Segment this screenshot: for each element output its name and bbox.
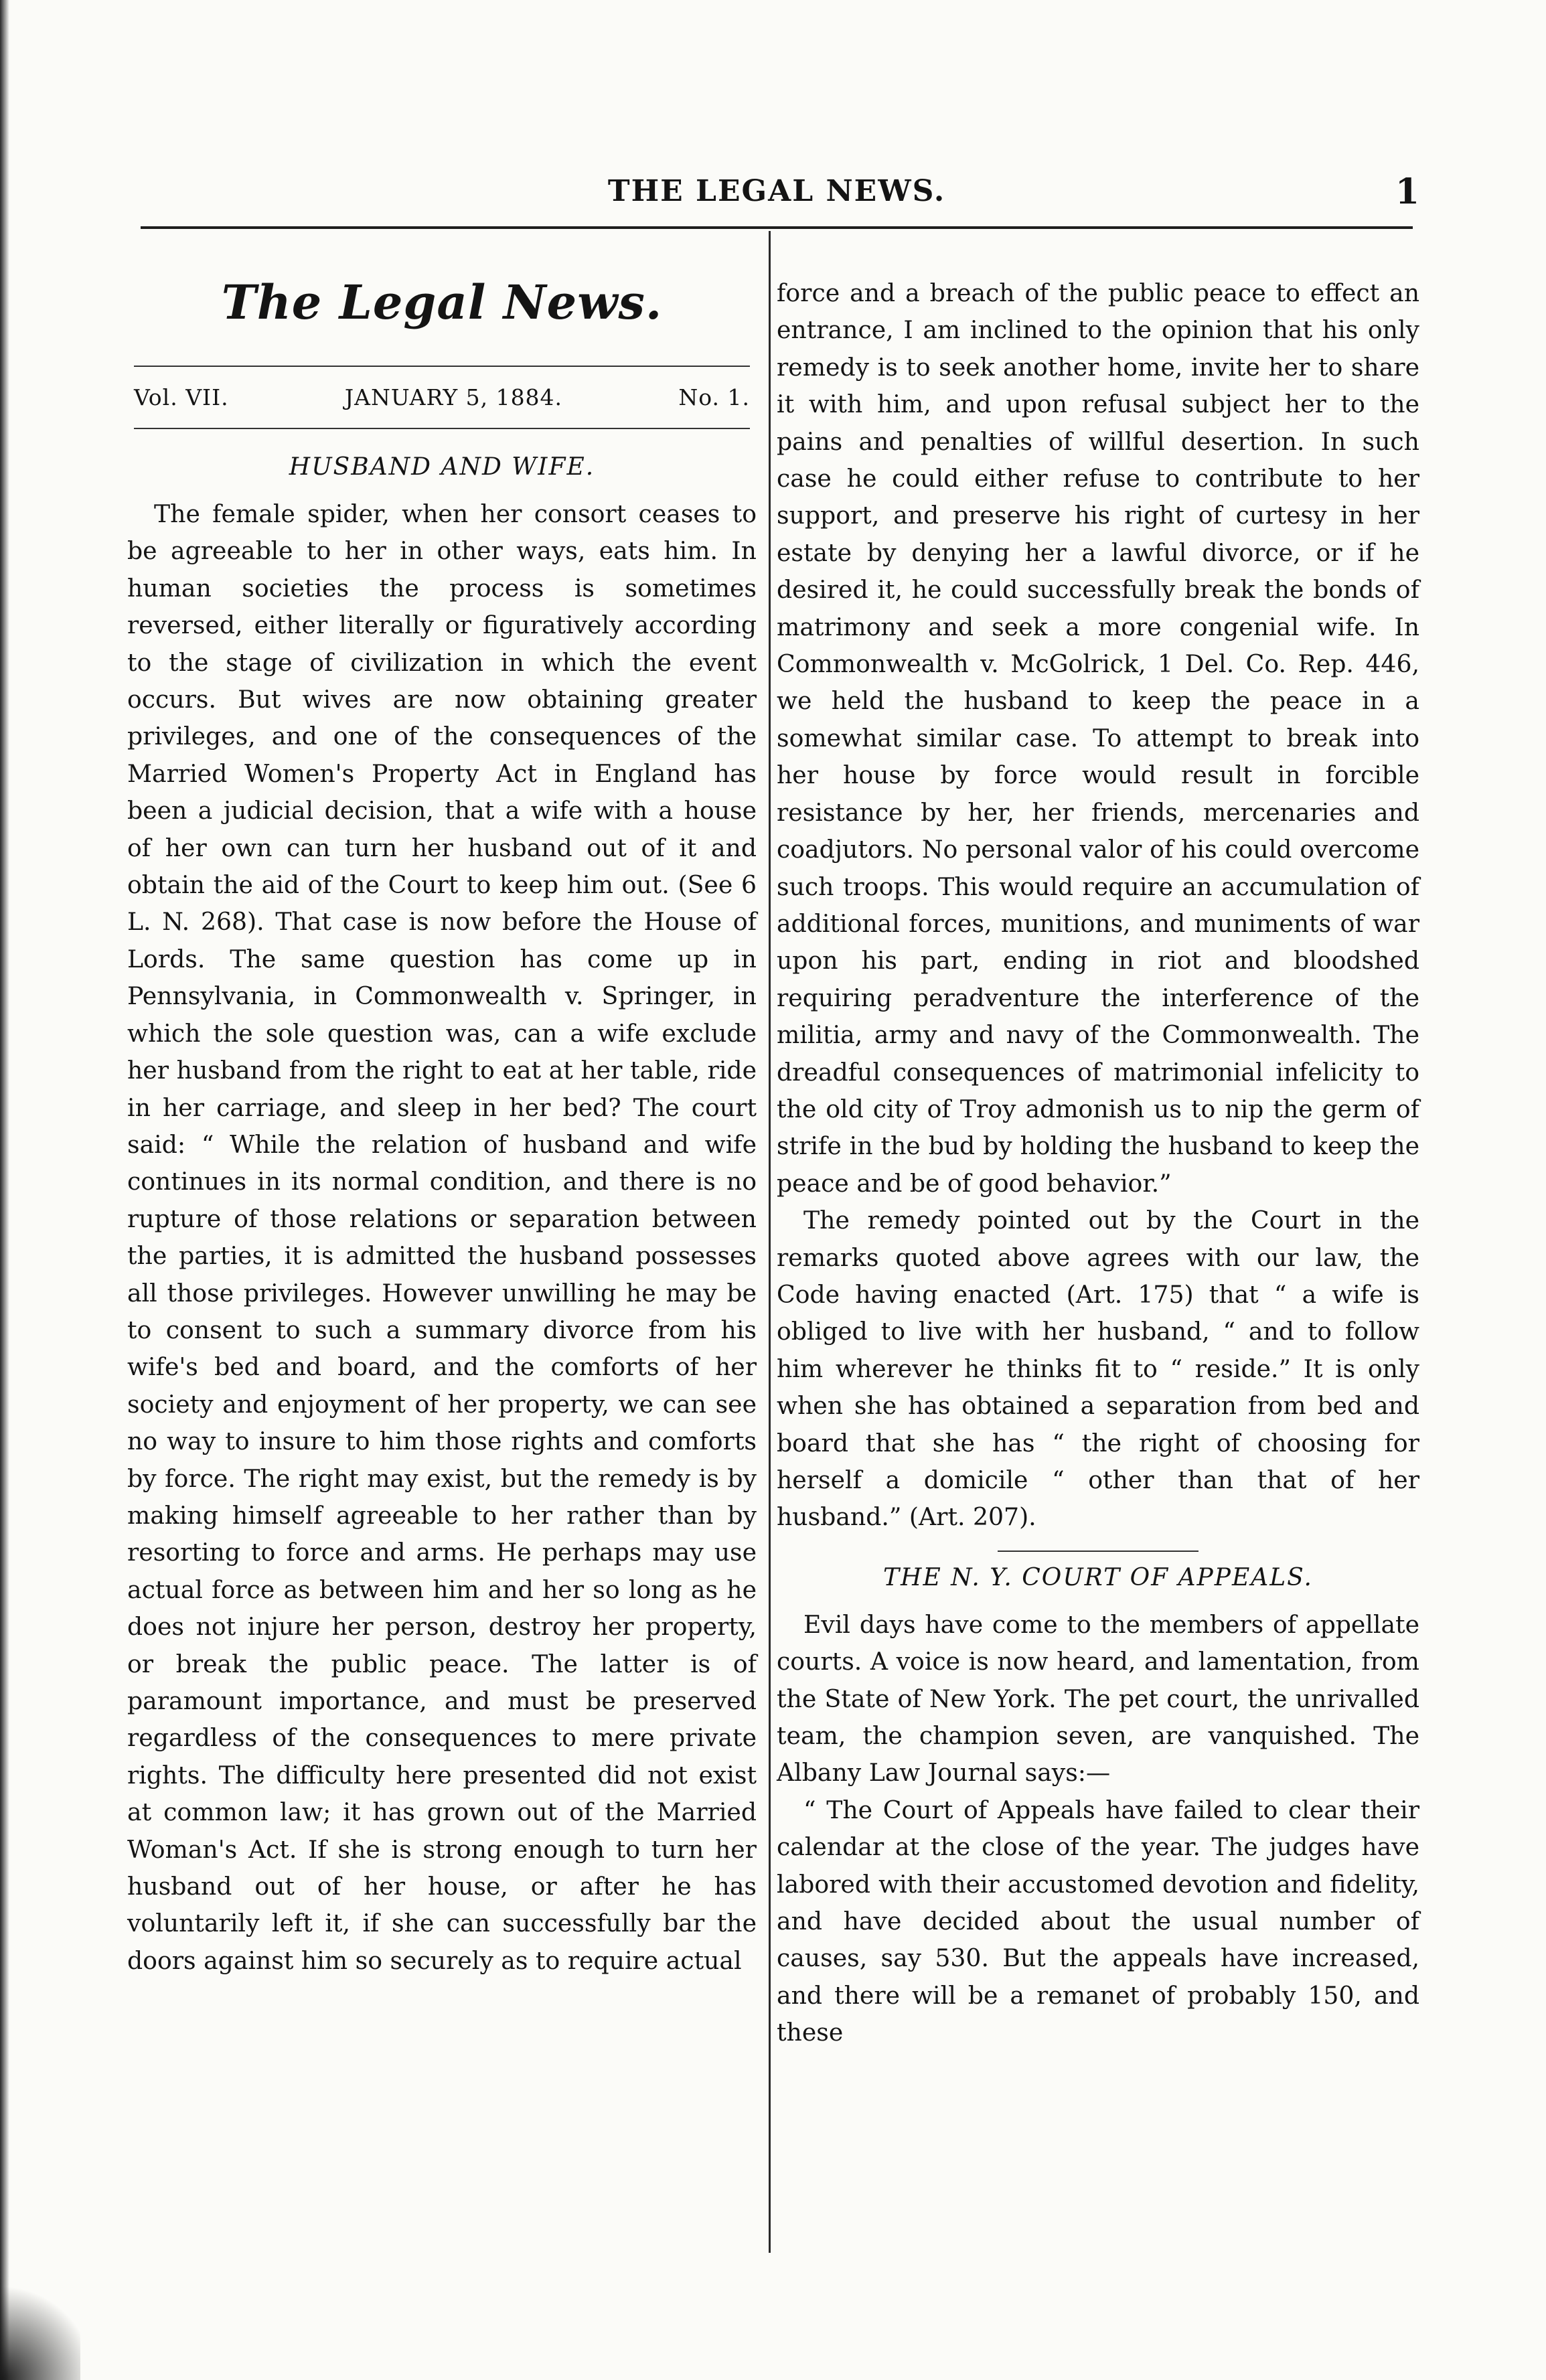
article-heading-court-of-appeals: THE N. Y. COURT OF APPEALS. bbox=[883, 1563, 1313, 1591]
volume-label: Vol. VII. bbox=[134, 384, 229, 410]
article-paragraph: “ The Court of Appeals have failed to clear their calendar at the close of the year. The judges have labored with their accustomed devotion and fidelity, and have decided about the usual number of causes, say 530. But the appeals have increased, and there will be a remanet of probably 150, and these bbox=[777, 1795, 1419, 2047]
issue-number: No. 1. bbox=[678, 384, 750, 410]
right-column bbox=[777, 274, 1419, 2051]
masthead-title: The Legal News. bbox=[221, 274, 663, 330]
scan-edge-shadow bbox=[0, 0, 9, 2380]
running-title: THE LEGAL NEWS. bbox=[607, 174, 946, 208]
article-paragraph: The remedy pointed out by the Court in the remarks quoted above agrees with our law, the Code having enacted (Art. 175) that “ a wife is obliged to live with her husband, “ and to follow him wherever he thinks fit to “ reside.” It is only when she has obtained a separation from bed and board that she has “ the right of choosing for herself a domicile “ other than that of her husband.” (Art. 207). bbox=[777, 1206, 1419, 1532]
left-column bbox=[127, 254, 757, 1979]
page-number: 1 bbox=[1395, 171, 1419, 212]
scan-corner-shadow bbox=[0, 2273, 80, 2380]
header-rule bbox=[141, 226, 1413, 229]
article-paragraph: force and a breach of the public peace to effect an entrance, I am inclined to the opinion that his only remedy is to seek another home, invite her to share it with him, and upon refusal subject her to the pains and penalties of willful desertion. In such case he could either refuse to contribute to her support, and preserve his right of curtesy in her estate by denying her a lawful divorce, or if he desired it, he could successfully break the bonds of matrimony and seek a more congenial wife. In Commonwealth v. McGolrick, 1 Del. Co. Rep. 446, we held the husband to keep the peace in a somewhat similar case. To attempt to break into her house by force would result in forcible resistance by her, her friends, mercenaries and coadjutors. No personal valor of his could overcome such troops. This would require an accumulation of additional forces, munitions, and muniments of war upon his part, ending in riot and bloodshed requiring peradventure the interference of the militia, army and navy of the Commonwealth. The dreadful consequences of matrimonial infelicity to the old city of Troy admonish us to nip the germ of strife in the bud by holding the husband to keep the peace and be of good behavior.” bbox=[777, 279, 1419, 1198]
issue-date: JANUARY 5, 1884. bbox=[344, 384, 563, 410]
column-divider bbox=[769, 231, 771, 2253]
running-head bbox=[141, 167, 1419, 221]
section-divider bbox=[998, 1551, 1199, 1552]
masthead-rule-bottom bbox=[134, 428, 750, 429]
issue-line bbox=[127, 367, 757, 428]
article-heading-husband-and-wife: HUSBAND AND WIFE. bbox=[289, 453, 595, 481]
article-paragraph: The female spider, when her consort ceases to be agreeable to her in other ways, eats him. In human societies the process is sometimes reversed, either literally or figuratively according to the stage of civilization in which the event occurs. But wives are now obtaining greater privileges, and one of the consequences of the Married Women's Property Act in England has been a judicial decision, that a wife with a house of her own can turn her husband out of it and obtain the aid of the Court to keep him out. (See 6 L. N. 268). That case is now before the House of Lords. The same question has come up in Pennsylvania, in Commonwealth v. Springer, in which the sole question was, can a wife exclude her husband from the right to eat at her table, ride in her carriage, and sleep in her bed? The court said: “ While the relation of husband and wife continues in its normal condition, and there is no rupture of those relations or separation between the parties, it is admitted the husband possesses all those privileges. However unwilling he may be to consent to such a summary divorce from his wife's bed and board, and the comforts of her society and enjoyment of her property, we can see no way to insure to him those rights and comforts by force. The right may exist, but the remedy is by making himself agreeable to her rather than by resorting to force and arms. He perhaps may use actual force as between him and her so long as he does not injure her person, destroy her property, or break the public peace. The latter is of paramount importance, and must be preserved regardless of the consequences to mere private rights. The difficulty here presented did not exist at common law; it has grown out of the Married Woman's Act. If she is strong enough to turn her husband out of her house, or after he has voluntarily left it, if she can successfully bar the doors against him so securely as to require actual bbox=[127, 499, 757, 1975]
article-paragraph: Evil days have come to the members of appellate courts. A voice is now heard, and lamentation, from the State of New York. The pet court, the unrivalled team, the champion seven, are vanquished. The Albany Law Journal says:— bbox=[777, 1609, 1419, 1788]
